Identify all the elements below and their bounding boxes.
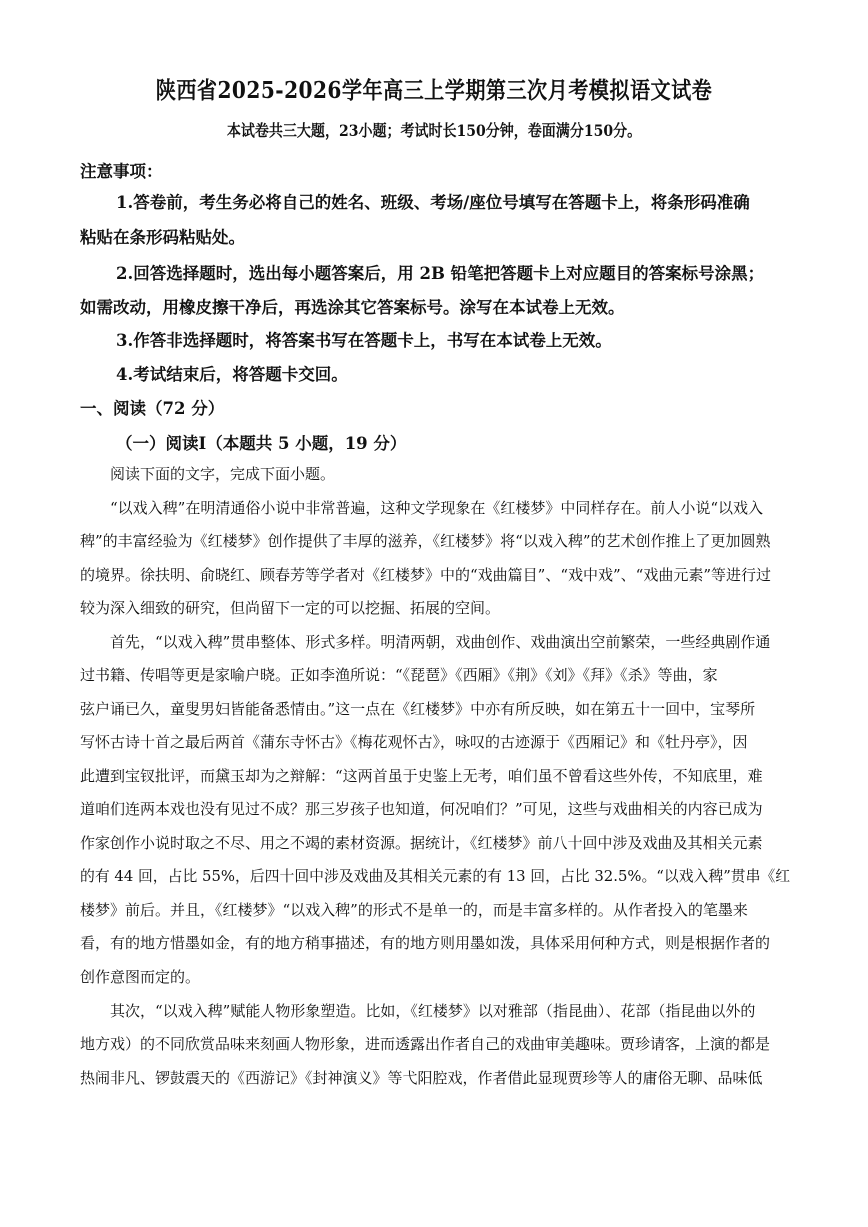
exam-info: 本试卷共三大题，23小题；考试时长150分钟，卷面满分150分。 [226, 121, 642, 140]
passage-line: 地方戏）的不同欣赏品味来刻画人物形象，进而透露出作者自己的戏曲审美趣味。贾珍请客，上演的都是 [80, 1035, 771, 1053]
passage-line: 首先，“以戏入稗”贯串整体、形式多样。明清两朝，戏曲创作、戏曲演出空前繁荣，一些经典剧作通 [110, 633, 771, 651]
notice-line: 如需改动，用橡皮擦干净后，再选涂其它答案标号。涂写在本试卷上无效。 [80, 298, 625, 317]
passage-line: 弦户诵已久，童叟男妇皆能备悉情由。”这一点在《红楼梦》中亦有所反映，如在第五十一回中，宝琴所 [80, 700, 756, 718]
subsection-heading: （一）阅读Ⅰ（本题共 5 小题，19 分） [116, 434, 407, 453]
page-title: 陕西省2025-2026学年高三上学期第三次月考模拟语文试卷 [155, 77, 713, 104]
passage-line: 此遭到宝钗批评，而黛玉却为之辩解：“这两首虽于史鉴上无考，咱们虽不曾看这些外传，不知底里，难 [80, 767, 763, 785]
passage-line: 创作意图而定的。 [80, 968, 201, 986]
notice-line: 3.作答非选择题时，将答案书写在答题卡上，书写在本试卷上无效。 [116, 331, 612, 350]
notice-line: 4.考试结束后，将答题卡交回。 [116, 365, 348, 384]
passage-line: 的有 44 回，占比 55%，后四十回中涉及戏曲及其相关元素的有 13 回，占比 32.5%。“以戏入稗”贯串《红 [80, 867, 791, 885]
passage-line: 其次，“以戏入稗”赋能人物形象塑造。比如，《红楼梦》以对雅部（指昆曲）、花部（指昆曲以外的 [110, 1002, 756, 1020]
notice-heading: 注意事项： [80, 162, 163, 181]
passage-line: 较为深入细致的研究，但尚留下一定的可以挖掘、拓展的空间。 [80, 599, 501, 617]
notice-line: 粘贴在条形码粘贴处。 [80, 228, 245, 247]
passage-line: “以戏入稗”在明清通俗小说中非常普遍，这种文学现象在《红楼梦》中同样存在。前人小说“以戏入 [110, 499, 764, 517]
passage-line: 稗”的丰富经验为《红楼梦》创作提供了丰厚的滋养，《红楼梦》将“以戏入稗”的艺术创作推上了更加圆熟 [80, 532, 771, 550]
passage-line: 过书籍、传唱等更是家喻户晓。正如李渔所说：“《琵琶》《西厢》《荆》《刘》《拜》《杀》等曲，家 [80, 666, 718, 684]
notice-line: 2.回答选择题时，选出每小题答案后，用 2B 铅笔把答题卡上对应题目的答案标号涂黑； [116, 264, 765, 283]
passage-line: 看，有的地方惜墨如金，有的地方稍事描述，有的地方则用墨如泼，具体采用何种方式，则是根据作者的 [80, 934, 771, 952]
reading-instruction: 阅读下面的文字，完成下面小题。 [110, 465, 336, 483]
passage-line: 道咱们连两本戏也没有见过不成？那三岁孩子也知道，何况咱们？”可见，这些与戏曲相关的内容已成为 [80, 800, 763, 818]
passage-line: 写怀古诗十首之最后两首《蒲东寺怀古》《梅花观怀古》，咏叹的古迹源于《西厢记》和《牡丹亭》，因 [80, 733, 748, 751]
notice-line: 1.答卷前，考生务必将自己的姓名、班级、考场/座位号填写在答题卡上，将条形码准确 [116, 193, 750, 212]
passage-line: 楼梦》前后。并且，《红楼梦》“以戏入稗”的形式不是单一的，而是丰富多样的。从作者投入的笔墨来 [80, 901, 748, 919]
passage-line: 热闹非凡、锣鼓震天的《西游记》《封神演义》等弋阳腔戏，作者借此显现贾珍等人的庸俗无聊、品味低 [80, 1069, 763, 1087]
section-heading: 一、阅读（72 分） [80, 399, 225, 418]
passage-line: 的境界。徐扶明、俞晓红、顾春芳等学者对《红楼梦》中的“戏曲篇目”、“戏中戏”、“戏曲元素”等进行过 [80, 566, 772, 584]
passage-line: 作家创作小说时取之不尽、用之不竭的素材资源。据统计，《红楼梦》前八十回中涉及戏曲及其相关元素 [80, 834, 763, 852]
